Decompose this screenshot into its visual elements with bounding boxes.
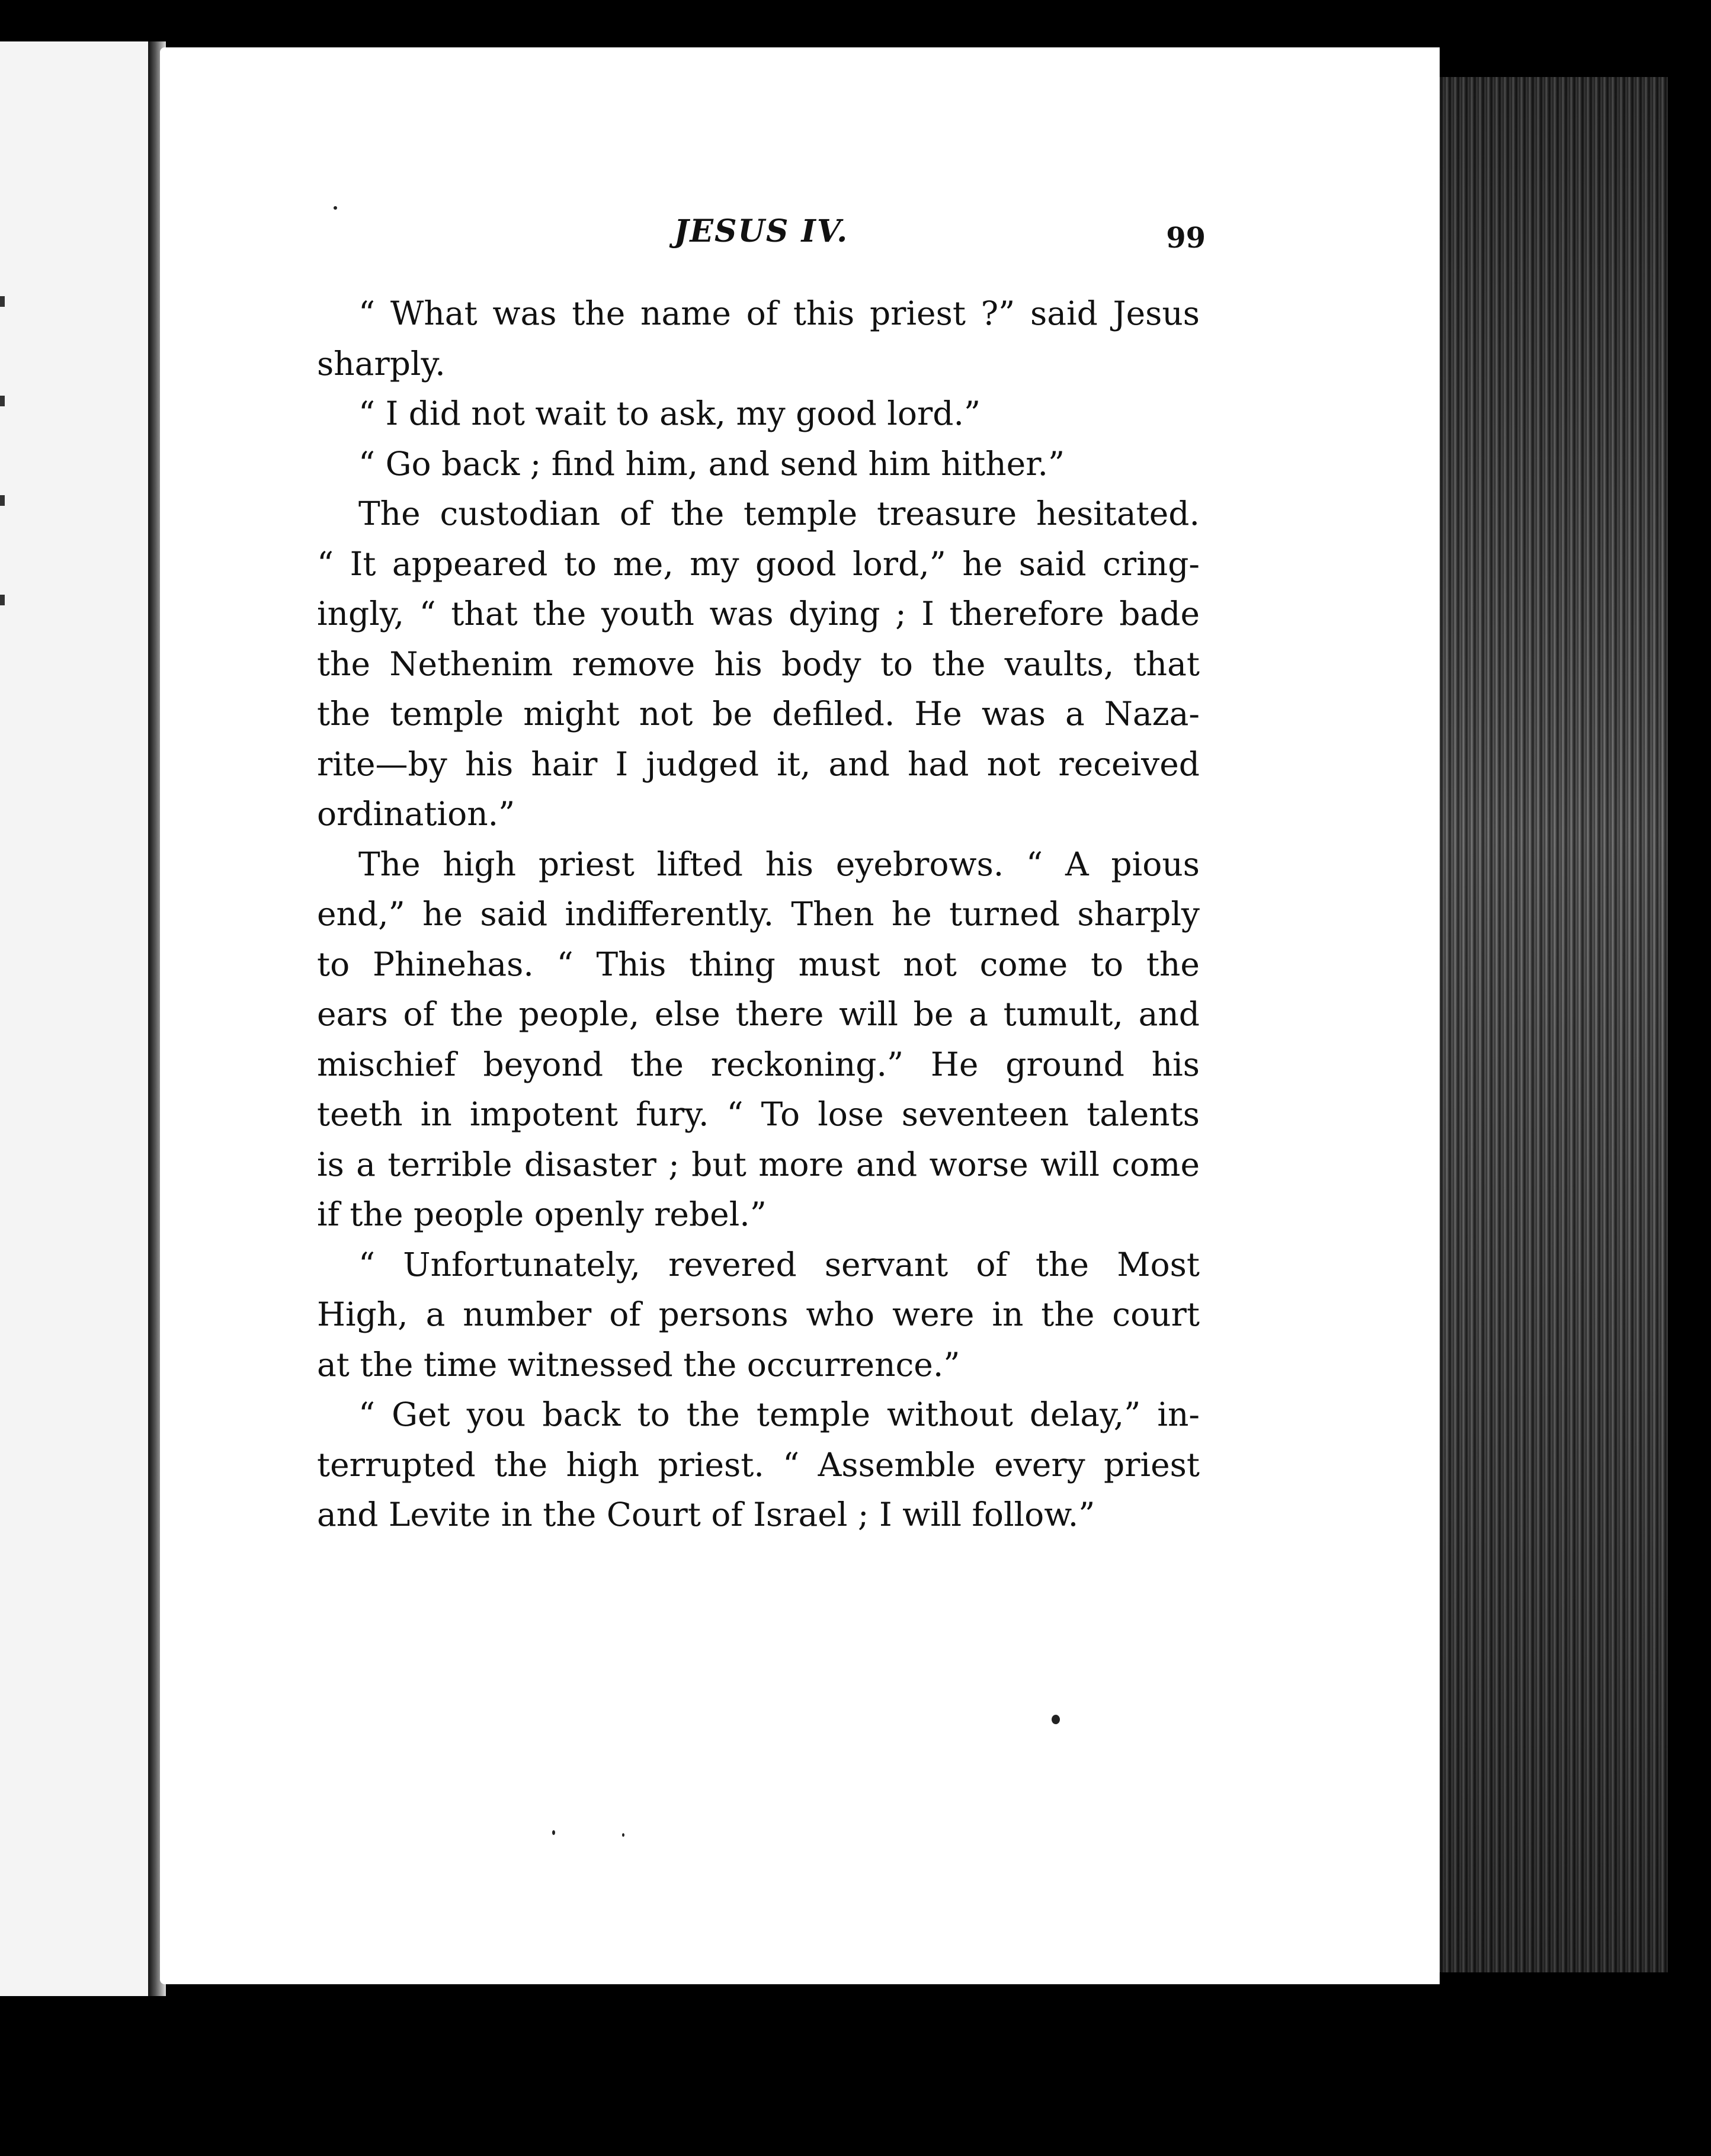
running-head <box>317 208 1206 262</box>
text-line: to Phinehas. “ This thing must not come to the <box>317 945 1200 983</box>
paragraph <box>317 839 1200 1240</box>
text-line: The high priest lifted his eyebrows. “ A pious <box>358 845 1200 883</box>
paragraph <box>317 439 1200 489</box>
text-line: ingly, “ that the youth was dying ; I therefore bade <box>317 595 1200 633</box>
text-line: The custodian of the temple treasure hesitated. <box>358 495 1200 532</box>
paragraph <box>317 489 1200 839</box>
running-title: JESUS IV. <box>674 213 849 249</box>
text-line: “ Get you back to the temple without delay,” in- <box>358 1395 1200 1433</box>
text-line: “ I did not wait to ask, my good lord.” <box>358 394 981 432</box>
facing-page-edge <box>0 41 150 1996</box>
paragraph <box>317 389 1200 439</box>
page-block-edge <box>1434 77 1668 1972</box>
text-line: sharply. <box>317 344 446 383</box>
text-line: the Nethenim remove his body to the vaults, that <box>317 644 1200 683</box>
body-text <box>317 288 1200 1540</box>
scan-speck <box>552 1830 555 1835</box>
text-line: High, a number of persons who were in the court <box>317 1295 1200 1333</box>
paragraph <box>317 1240 1200 1390</box>
text-line: teeth in impotent fury. “ To lose seventeen talents <box>317 1095 1200 1133</box>
text-line: ordination.” <box>317 795 515 833</box>
paragraph <box>317 1390 1200 1540</box>
page-number: 99 <box>1166 222 1206 255</box>
text-line: “ Unfortunately, revered servant of the Most <box>358 1245 1200 1284</box>
scan-speck <box>334 206 337 210</box>
text-line: the temple might not be defiled. He was a Naza- <box>317 695 1200 733</box>
text-line: “ Go back ; find him, and send him hither.” <box>358 444 1065 483</box>
facing-page-text-fragments <box>0 296 12 711</box>
text-line: end,” he said indifferently. Then he turned sharply <box>317 895 1200 933</box>
text-line: ears of the people, else there will be a tumult, and <box>317 995 1200 1033</box>
text-line: if the people openly rebel.” <box>317 1195 767 1233</box>
text-line: and Levite in the Court of Israel ; I will follow.” <box>317 1496 1095 1533</box>
text-line: terrupted the high priest. “ Assemble every priest <box>317 1445 1200 1484</box>
scan-speck <box>622 1833 624 1837</box>
text-line: “ What was the name of this priest ?” said Jesus <box>358 294 1200 332</box>
text-line: rite—by his hair I judged it, and had not received <box>317 745 1200 783</box>
paragraph <box>317 288 1200 389</box>
text-line: “ It appeared to me, my good lord,” he said cring- <box>317 544 1200 583</box>
text-line: mischief beyond the reckoning.” He ground his <box>317 1045 1200 1083</box>
scan-speck <box>1052 1715 1060 1724</box>
text-line: is a terrible disaster ; but more and worse will come <box>317 1145 1200 1183</box>
text-line: at the time witnessed the occurrence.” <box>317 1345 960 1384</box>
